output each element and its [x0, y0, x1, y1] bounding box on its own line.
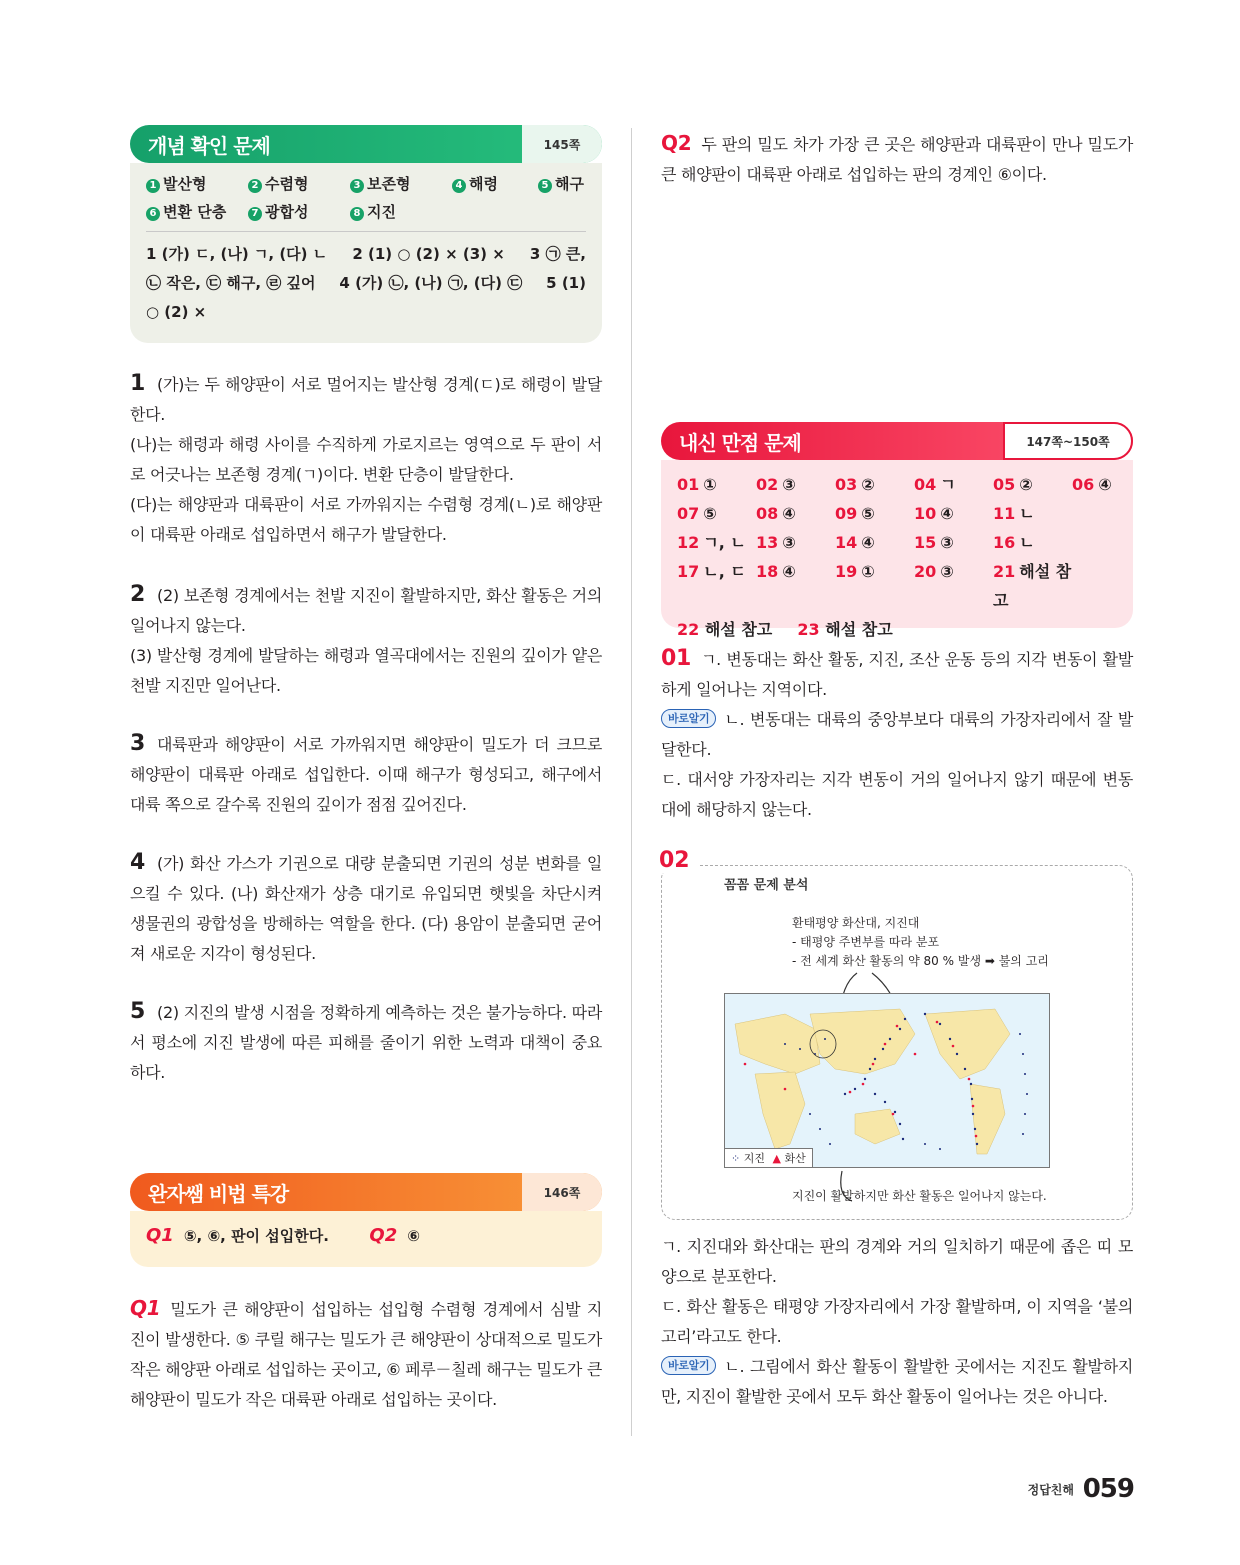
q02-text-3: ㄴ. 그림에서 화산 활동이 활발한 곳에서는 지진도 활발하지만, 지진이 활발한 곳에서 모두 화산 활동이 일어나는 것은 아니다.: [661, 1357, 1133, 1406]
answer-line-1c: 3 ㉠ 큰,: [529, 245, 586, 263]
naesin-answer-value: ④: [782, 504, 796, 523]
naesin-answer: [1072, 499, 1132, 528]
naesin-answer: [756, 499, 835, 528]
naesin-question-number: 18: [756, 562, 779, 581]
explanation-4-number: 4: [130, 850, 146, 875]
footer-label: 정답친해: [1027, 1483, 1074, 1497]
naesin-question-number: 12: [677, 533, 700, 552]
term-number-badge: 2: [248, 179, 262, 193]
term-label: 해구: [555, 175, 584, 193]
naesin-answer-value: ①: [703, 475, 717, 494]
naesin-answer-value: ④: [1098, 475, 1112, 494]
concept-title: 개념 확인 문제: [148, 133, 270, 158]
naesin-answer: [1072, 528, 1132, 557]
explanation-1-b: (나)는 해령과 해령 사이를 수직하게 가로지르는 영역으로 두 판이 서로 어긋나는 보존형 경계(ㄱ)이다. 변환 단층이 발달한다.: [130, 435, 602, 484]
naesin-answer: [756, 528, 835, 557]
naesin-answer: [914, 499, 993, 528]
q01-correction-tag: 바로알기: [661, 709, 716, 728]
map-graphic: [725, 994, 1050, 1168]
explanation-1-number: 1: [130, 371, 146, 396]
special-q2-answer: ⑥: [407, 1227, 420, 1245]
naesin-answer: [677, 499, 756, 528]
naesin-answer: [1072, 470, 1132, 499]
naesin-section: [661, 422, 1133, 825]
naesin-answer-value: ①: [861, 562, 875, 581]
q01-number: 01: [661, 646, 692, 671]
map-legend: [725, 1148, 813, 1167]
explanation-5-number: 5: [130, 999, 146, 1024]
term-label: 변환 단층: [163, 203, 227, 221]
naesin-answer: [835, 557, 914, 615]
naesin-question-number: 11: [993, 504, 1016, 523]
special-banner: [130, 1173, 602, 1211]
concept-answer-lines: [146, 232, 586, 327]
term-label: 발산형: [163, 175, 207, 193]
q02-correction-tag: 바로알기: [661, 1356, 716, 1375]
explanation-3: [130, 729, 602, 820]
term-label: 수렴형: [265, 175, 309, 193]
q02-text-2: ㄷ. 화산 활동은 태평양 가장자리에서 가장 활발하며, 이 지역을 ‘불의 고리’라고도 한다.: [661, 1297, 1133, 1346]
naesin-answer-value: ⑤: [861, 504, 875, 523]
naesin-answer-value: ⑤: [703, 504, 717, 523]
naesin-answers-box: [661, 460, 1133, 639]
concept-answers-box: [130, 163, 602, 343]
naesin-answer: [993, 499, 1072, 528]
naesin-question-number: 20: [914, 562, 937, 581]
legend-volcano-label: 화산: [784, 1152, 806, 1165]
term-number-badge: 3: [350, 179, 364, 193]
term-number-badge: 7: [248, 207, 262, 221]
special-q2-exp-text: 두 판의 밀도 차가 가장 큰 곳은 해양판과 대륙판이 만나 밀도가 큰 해양판이 대륙판 아래로 섭입하는 판의 경계인 ⑥이다.: [661, 135, 1133, 184]
naesin-answer-value: ④: [861, 533, 875, 552]
naesin-answer: [993, 557, 1072, 615]
naesin-answer-value: ③: [782, 533, 796, 552]
naesin-question-number: 02: [756, 475, 779, 494]
concept-term: [146, 201, 248, 223]
naesin-answer: [914, 528, 993, 557]
answer-line-1b: 2 (1) ○ (2) × (3) ×: [352, 245, 505, 263]
term-label: 보존형: [367, 175, 411, 193]
special-title: 완자쌤 비법 특강: [148, 1181, 289, 1206]
naesin-answer-value: ②: [861, 475, 875, 494]
naesin-answer: [677, 470, 756, 499]
naesin-answer-value: 해설 참고: [993, 562, 1072, 610]
explanation-1: [130, 369, 602, 550]
naesin-answer-value: ㄴ: [1019, 533, 1035, 552]
naesin-question-number: 21: [993, 562, 1016, 581]
term-number-badge: 4: [452, 179, 466, 193]
special-q1-exp-text: 밀도가 큰 해양판이 섭입하는 섭입형 수렴형 경계에서 심발 지진이 발생한다. ⑤ 쿠릴 해구는 밀도가 큰 해양판이 상대적으로 밀도가 작은 해양판 아래로 섭입하는 곳이고, ⑥ 페루－칠레 해구는 밀도가 큰 해양판이 밀도가 작은 대륙판 아래로 섭입하는 곳이다.: [130, 1300, 602, 1409]
naesin-answer-value: ㄴ, ㄷ: [703, 562, 746, 581]
naesin-answer: [835, 470, 914, 499]
term-number-badge: 1: [146, 179, 160, 193]
concept-term: [350, 173, 452, 195]
concept-term: [538, 173, 608, 195]
explanation-2-b: (3) 발산형 경계에 발달하는 해령과 열곡대에서는 진원의 깊이가 얕은 천발 지진만 일어난다.: [130, 646, 602, 695]
page-number: 059: [1082, 1474, 1134, 1504]
concept-page: 145쪽: [522, 125, 602, 163]
explanation-1-c: (다)는 해양판과 대륙판이 서로 가까워지는 수렴형 경계(ㄴ)로 해양판이 대륙판 아래로 섭입하면서 해구가 발달한다.: [130, 495, 602, 544]
naesin-answer: [1072, 557, 1132, 615]
term-label: 광합성: [265, 203, 309, 221]
naesin-banner: [661, 422, 1133, 460]
answer-line-3: ○ (2) ×: [146, 303, 207, 321]
answer-line-2a: ㉡ 작은, ㉢ 해구, ㉣ 깊어: [146, 274, 316, 292]
naesin-question-number: 19: [835, 562, 858, 581]
naesin-question-number: 13: [756, 533, 779, 552]
naesin-answer-value: ②: [1019, 475, 1033, 494]
q02-text-1: ㄱ. 지진대와 화산대는 판의 경계와 거의 일치하기 때문에 좁은 띠 모양으로 분포한다.: [661, 1237, 1133, 1286]
explanation-3-text: 대륙판과 해양판이 서로 가까워지면 해양판이 밀도가 더 크므로 해양판이 대륙판 아래로 섭입한다. 이때 해구가 형성되고, 해구에서 대륙 쪽으로 갈수록 진원의 깊이가 점점 깊어진다.: [130, 735, 602, 814]
right-column: [659, 125, 1133, 1406]
naesin-answer: [756, 557, 835, 615]
answer-line-2c: 5 (1): [546, 274, 586, 292]
explanation-5-text: (2) 지진의 발생 시점을 정확하게 예측하는 것은 불가능하다. 따라서 평소에 지진 발생에 따른 피해를 줄이기 위한 노력과 대책이 중요하다.: [130, 1003, 602, 1082]
q01-text-3: ㄷ. 대서양 가장자리는 지각 변동이 거의 일어나지 않기 때문에 변동대에 해당하지 않는다.: [661, 770, 1133, 819]
special-answers-box: [130, 1211, 602, 1267]
special-q1-explanation: [130, 1293, 602, 1415]
naesin-answer: [993, 470, 1072, 499]
naesin-grid: [677, 470, 1117, 615]
naesin-answer-value: ③: [940, 562, 954, 581]
naesin-answer-value: ㄱ: [940, 475, 956, 494]
naesin-answer: [756, 470, 835, 499]
callout-line-2: - 태평양 주변부를 따라 분포: [792, 935, 940, 949]
column-divider: [631, 128, 632, 1436]
term-number-badge: 6: [146, 207, 160, 221]
naesin-answer-value: ③: [940, 533, 954, 552]
analysis-box: [659, 848, 1133, 1220]
q01-explanation: [661, 644, 1133, 825]
special-q2-exp-label: Q2: [661, 131, 692, 155]
special-q1-label: Q1: [146, 1225, 174, 1246]
naesin-page: 147쪽~150쪽: [1003, 422, 1133, 460]
callout-line-1: 환태평양 화산대, 지진대: [792, 916, 920, 930]
q01-text-1: ㄱ. 변동대는 화산 활동, 지진, 조산 운동 등의 지각 변동이 활발하게 일어나는 지역이다.: [661, 650, 1133, 699]
concept-term: [452, 173, 538, 195]
naesin-question-number: 16: [993, 533, 1016, 552]
naesin-answer: [677, 557, 756, 615]
answer-line-1a: 1 (가) ㄷ, (나) ㄱ, (다) ㄴ: [146, 245, 328, 263]
naesin-22-answer: 해설 참고: [704, 620, 773, 639]
concept-term: [350, 201, 452, 223]
explanation-2-number: 2: [130, 582, 146, 607]
special-q1-answer: ⑤, ⑥, 판이 섭입한다.: [183, 1227, 329, 1245]
concept-banner: [130, 125, 602, 163]
naesin-question-number: 17: [677, 562, 700, 581]
naesin-answer: [914, 557, 993, 615]
naesin-question-number: 15: [914, 533, 937, 552]
naesin-question-number: 14: [835, 533, 858, 552]
q02-number: 02: [659, 848, 698, 873]
naesin-answer: [835, 499, 914, 528]
naesin-answer: [914, 470, 993, 499]
naesin-answer: [993, 528, 1072, 557]
naesin-answer: [677, 528, 756, 557]
special-page: 146쪽: [522, 1173, 602, 1211]
explanation-1-text: (가)는 두 해양판이 서로 멀어지는 발산형 경계(ㄷ)로 해령이 발달한다.: [130, 375, 602, 424]
naesin-22-num: 22: [677, 620, 700, 639]
naesin-23-answer: 해설 참고: [825, 620, 893, 639]
callout-line-3: - 전 세계 화산 활동의 약 80 % 발생 ➡ 불의 고리: [792, 954, 1049, 968]
naesin-answer-value: ㄱ, ㄴ: [703, 533, 746, 552]
answer-line-2b: 4 (가) ㉡, (나) ㉠, (다) ㉢: [339, 274, 523, 292]
special-section: [130, 1173, 602, 1415]
term-label: 지진: [367, 203, 396, 221]
term-number-badge: 5: [538, 179, 552, 193]
naesin-answer-value: ④: [782, 562, 796, 581]
naesin-answer-value: ④: [940, 504, 954, 523]
naesin-last-row: [677, 615, 1117, 644]
naesin-question-number: 03: [835, 475, 858, 494]
explanation-3-number: 3: [130, 731, 146, 756]
naesin-answer-value: ㄴ: [1019, 504, 1035, 523]
left-column: [130, 125, 602, 1409]
map-note: 지진이 활발하지만 화산 활동은 일어나지 않는다.: [792, 1189, 1047, 1203]
naesin-question-number: 04: [914, 475, 937, 494]
special-q1-exp-label: Q1: [130, 1296, 161, 1320]
naesin-question-number: 09: [835, 504, 858, 523]
naesin-title: 내신 만점 문제: [679, 430, 801, 455]
analysis-title: 꼼꼼 문제 분석: [718, 874, 814, 893]
concept-term: [248, 201, 350, 223]
naesin-question-number: 07: [677, 504, 700, 523]
explanation-4-text: (가) 화산 가스가 기권으로 대량 분출되면 기권의 성분 변화를 일으킬 수 있다. (나) 화산재가 상층 대기로 유입되면 햇빛을 차단시켜 생물권의 광합성을 방해하는 역할을 한다. (다) 용암이 분출되면 굳어져 새로운 지각이 형성된다.: [130, 854, 602, 963]
term-label: 해령: [469, 175, 498, 193]
concept-term: [146, 173, 248, 195]
explanation-4: [130, 848, 602, 969]
q01-text-2: ㄴ. 변동대는 대륙의 중앙부보다 대륙의 가장자리에서 잘 발달한다.: [661, 710, 1133, 759]
naesin-answer: [835, 528, 914, 557]
concept-term: [248, 173, 350, 195]
naesin-question-number: 08: [756, 504, 779, 523]
term-number-badge: 8: [350, 207, 364, 221]
special-q2-explanation: [661, 128, 1133, 190]
q02-section: [659, 848, 1133, 1412]
explanation-5: [130, 997, 602, 1088]
terms-grid: [146, 173, 586, 232]
explanation-2: [130, 580, 602, 701]
naesin-question-number: 01: [677, 475, 700, 494]
naesin-question-number: 05: [993, 475, 1016, 494]
legend-quake-icon: ⁘: [731, 1152, 741, 1165]
world-map: [724, 993, 1050, 1168]
naesin-question-number: 06: [1072, 475, 1095, 494]
legend-quake-label: 지진: [743, 1152, 765, 1165]
special-q2-label: Q2: [369, 1225, 398, 1246]
explanation-2-text: (2) 보존형 경계에서는 천발 지진이 활발하지만, 화산 활동은 거의 일어나지 않는다.: [130, 586, 602, 635]
naesin-question-number: 10: [914, 504, 937, 523]
naesin-answer-value: ③: [782, 475, 796, 494]
q02-explanation: [661, 1232, 1133, 1412]
naesin-23-num: 23: [797, 620, 820, 639]
legend-volcano-icon: ▲: [772, 1152, 781, 1165]
